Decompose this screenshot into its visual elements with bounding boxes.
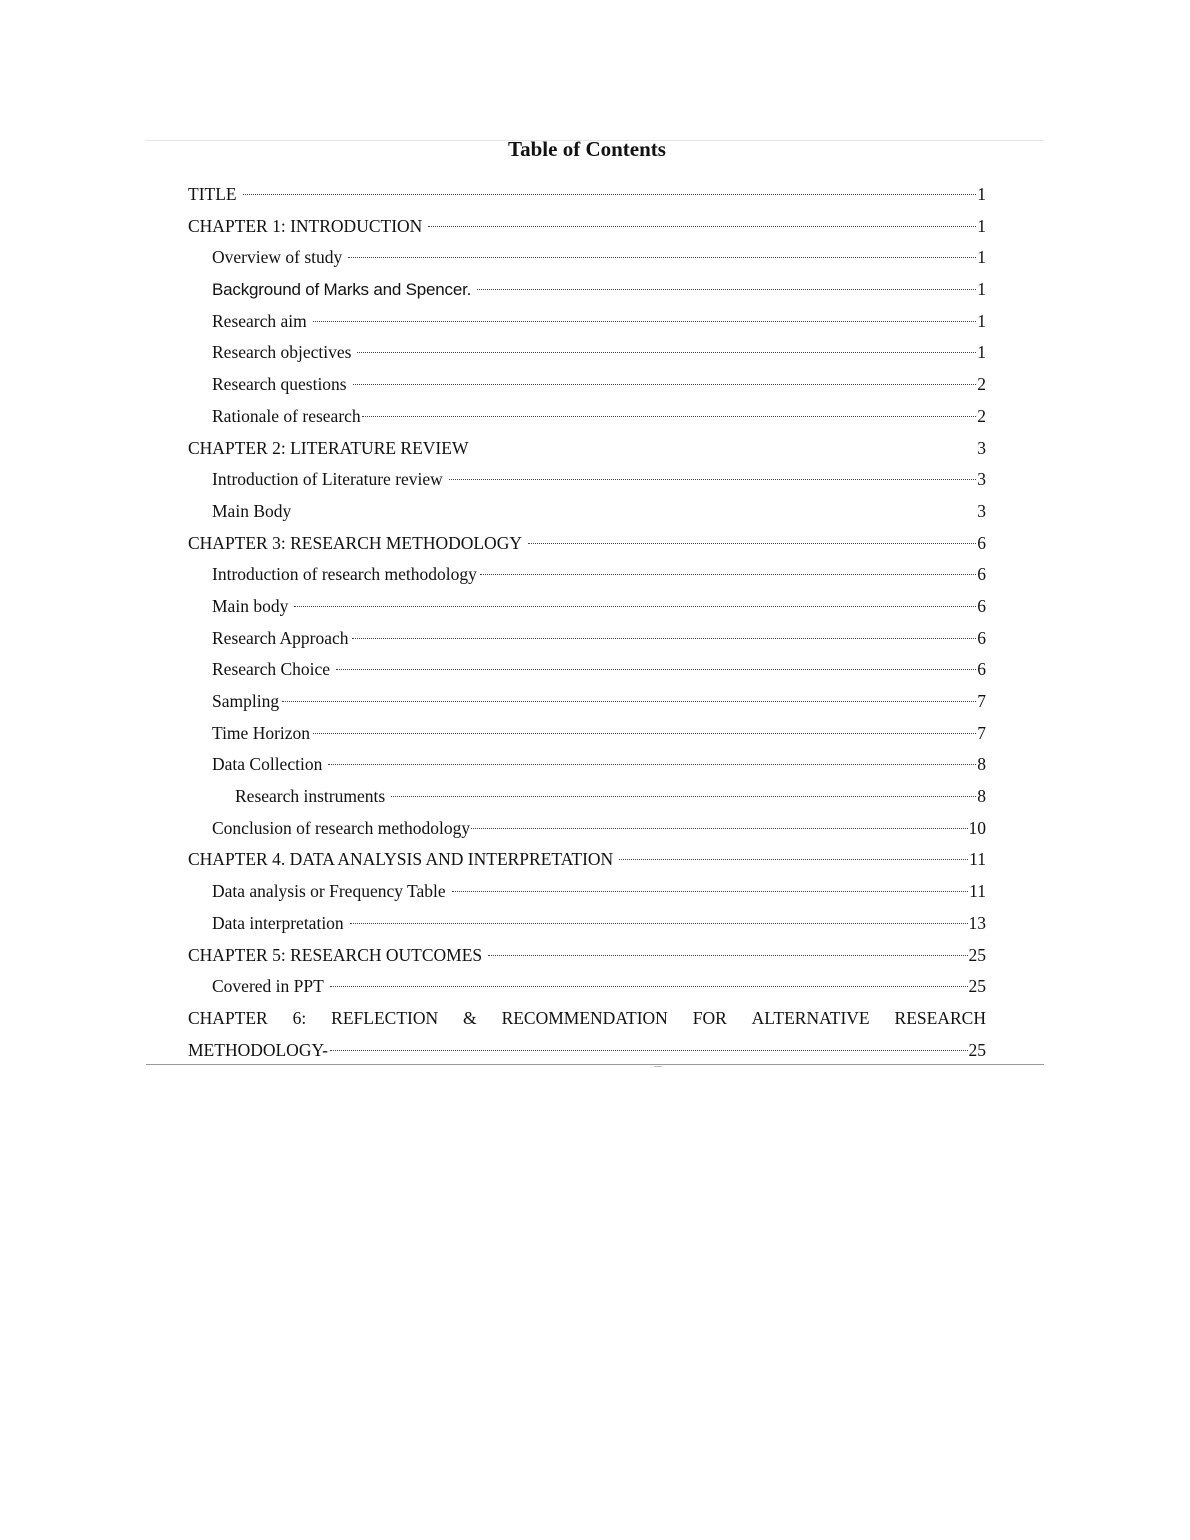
toc-entry-page: 11	[969, 881, 986, 902]
dot-leader	[428, 226, 976, 227]
toc-entry-page: 3	[977, 437, 986, 458]
footer-rule	[146, 1064, 1044, 1065]
toc-entry-page: 25	[968, 976, 986, 997]
toc-entry-label: Research objectives	[212, 342, 352, 363]
toc-entry-chapter-4[interactable]	[188, 844, 986, 876]
dot-leader	[313, 321, 977, 322]
dot-leader	[330, 1050, 968, 1051]
dot-leader	[313, 733, 976, 734]
toc-entry-chapter-6-line-2[interactable]	[188, 1035, 986, 1067]
dot-leader	[471, 828, 967, 829]
toc-entry-label: Conclusion of research methodology	[212, 817, 471, 838]
toc-entry-label: TITLE	[188, 184, 237, 204]
toc-entry-data-analysis[interactable]	[188, 876, 986, 908]
toc-entry-intro-research-methodology[interactable]	[188, 559, 986, 591]
toc-word: 6:	[292, 1007, 307, 1028]
toc-entry-page: 1	[977, 184, 986, 204]
toc-entry-label: Sampling	[212, 691, 280, 711]
toc-word: FOR	[692, 1007, 727, 1028]
dot-leader	[362, 416, 977, 417]
toc-entry-research-instruments[interactable]	[188, 781, 986, 813]
toc-word: RESEARCH	[894, 1007, 986, 1028]
toc-entry-label: Research instruments	[235, 786, 386, 807]
toc-entry-label: CHAPTER 2: LITERATURE REVIEW	[188, 437, 469, 458]
toc-entry-page: 6	[977, 532, 986, 553]
dot-leader	[328, 764, 976, 765]
toc-entry-label: Main Body	[212, 500, 292, 521]
toc-entry-label: CHAPTER 5: RESEARCH OUTCOMES	[188, 944, 483, 965]
dot-leader	[357, 352, 976, 353]
toc-entry-page: 3	[977, 500, 986, 521]
toc-entry-label: Background of Marks and Spencer.	[212, 280, 472, 300]
toc-entry-page: 1	[977, 310, 986, 331]
toc-entry-page: 6	[977, 659, 986, 680]
dot-leader	[330, 986, 968, 987]
toc-entry-page: 1	[977, 279, 986, 300]
dot-leader	[243, 194, 977, 195]
dot-leader	[348, 257, 976, 258]
toc-entry-research-approach[interactable]	[188, 623, 986, 655]
toc-entry-main-body-ch3[interactable]	[188, 591, 986, 623]
dot-leader	[353, 384, 977, 385]
toc-entry-research-choice[interactable]	[188, 654, 986, 686]
dot-leader	[282, 701, 976, 702]
toc-entry-label: CHAPTER 4. DATA ANALYSIS AND INTERPRETATION	[188, 849, 614, 870]
toc-entry-page: 25	[968, 1039, 986, 1060]
toc-word: REFLECTION	[331, 1007, 439, 1028]
toc-entry-page: 13	[968, 912, 986, 933]
toc-entry-page: 6	[977, 627, 986, 648]
toc-entry-page: 8	[977, 786, 986, 807]
toc-entry-chapter-3[interactable]	[188, 528, 986, 560]
toc-entry-page: 1	[977, 342, 986, 363]
toc-entry-label: Research questions	[212, 374, 347, 395]
toc-entry-page: 10	[968, 817, 986, 838]
toc-entry-conclusion-research-methodology[interactable]	[188, 813, 986, 845]
toc-entry-main-body-ch2[interactable]	[188, 496, 986, 528]
toc-entry-label: Main body	[212, 595, 289, 616]
toc-entry-page: 3	[977, 469, 986, 490]
toc-entry-page: 7	[977, 691, 986, 711]
toc-entry-label: Data interpretation	[212, 912, 344, 933]
toc-entry-label: CHAPTER 3: RESEARCH METHODOLOGY	[188, 532, 522, 553]
toc-entry-chapter-2[interactable]	[188, 433, 986, 465]
dot-leader	[452, 891, 968, 892]
dot-leader	[449, 479, 976, 480]
toc-word: &	[463, 1007, 477, 1028]
table-of-contents	[188, 179, 986, 1066]
toc-entry-page: 7	[977, 722, 986, 743]
toc-entry-label: Rationale of research	[212, 405, 361, 426]
dot-leader	[336, 669, 976, 670]
toc-entry-page: 2	[977, 374, 986, 395]
toc-entry-research-questions[interactable]	[188, 369, 986, 401]
toc-entry-intro-literature-review[interactable]	[188, 464, 986, 496]
toc-entry-page: 11	[969, 849, 986, 870]
toc-entry-label: Covered in PPT	[212, 976, 324, 997]
dot-leader	[350, 923, 968, 924]
toc-entry-overview-of-study[interactable]	[188, 242, 986, 274]
toc-title: Table of Contents	[508, 137, 666, 161]
toc-entry-label: Research aim	[212, 310, 307, 331]
dot-leader	[488, 955, 967, 956]
toc-entry-page: 25	[968, 944, 986, 965]
dot-leader	[480, 574, 976, 575]
toc-entry-page: 6	[977, 595, 986, 616]
toc-word: RECOMMENDATION	[501, 1007, 668, 1028]
toc-entry-label: Introduction of research methodology	[212, 564, 477, 585]
toc-entry-time-horizon[interactable]	[188, 718, 986, 750]
toc-entry-label: Introduction of Literature review	[212, 469, 443, 490]
toc-entry-label: Data Collection	[212, 754, 323, 775]
toc-entry-label: Overview of study	[212, 247, 343, 268]
toc-entry-label: Data analysis or Frequency Table	[212, 881, 446, 902]
toc-entry-page: 1	[977, 247, 986, 268]
toc-entry-background[interactable]	[188, 274, 986, 306]
toc-entry-label: Research Approach	[212, 627, 349, 648]
dot-leader	[352, 638, 977, 639]
toc-entry-covered-in-ppt[interactable]	[188, 971, 986, 1003]
toc-entry-title[interactable]	[188, 179, 986, 211]
toc-entry-page: 8	[977, 754, 986, 775]
dot-leader	[477, 289, 976, 290]
dot-leader	[528, 543, 976, 544]
toc-entry-chapter-6-line-1[interactable]	[188, 1003, 986, 1035]
toc-entry-rationale[interactable]	[188, 401, 986, 433]
toc-entry-page: 1	[977, 215, 986, 236]
dot-leader	[619, 859, 968, 860]
toc-entry-page: 2	[977, 405, 986, 426]
footer-tick	[654, 1066, 662, 1067]
dot-leader	[391, 796, 976, 797]
toc-entry-label: Research Choice	[212, 659, 331, 680]
toc-entry-sampling[interactable]	[188, 686, 986, 718]
toc-entry-chapter-1[interactable]	[188, 211, 986, 243]
toc-entry-label: METHODOLOGY-	[188, 1039, 328, 1060]
toc-entry-chapter-5[interactable]	[188, 940, 986, 972]
toc-entry-research-aim[interactable]	[188, 306, 986, 338]
dot-leader	[294, 606, 976, 607]
toc-entry-research-objectives[interactable]	[188, 337, 986, 369]
toc-entry-page: 6	[977, 564, 986, 585]
toc-entry-label: Time Horizon	[212, 722, 311, 743]
toc-word: CHAPTER	[188, 1007, 268, 1028]
toc-word: ALTERNATIVE	[751, 1007, 870, 1028]
toc-entry-label: CHAPTER 1: INTRODUCTION	[188, 215, 423, 236]
toc-entry-data-interpretation[interactable]	[188, 908, 986, 940]
toc-entry-data-collection[interactable]	[188, 749, 986, 781]
